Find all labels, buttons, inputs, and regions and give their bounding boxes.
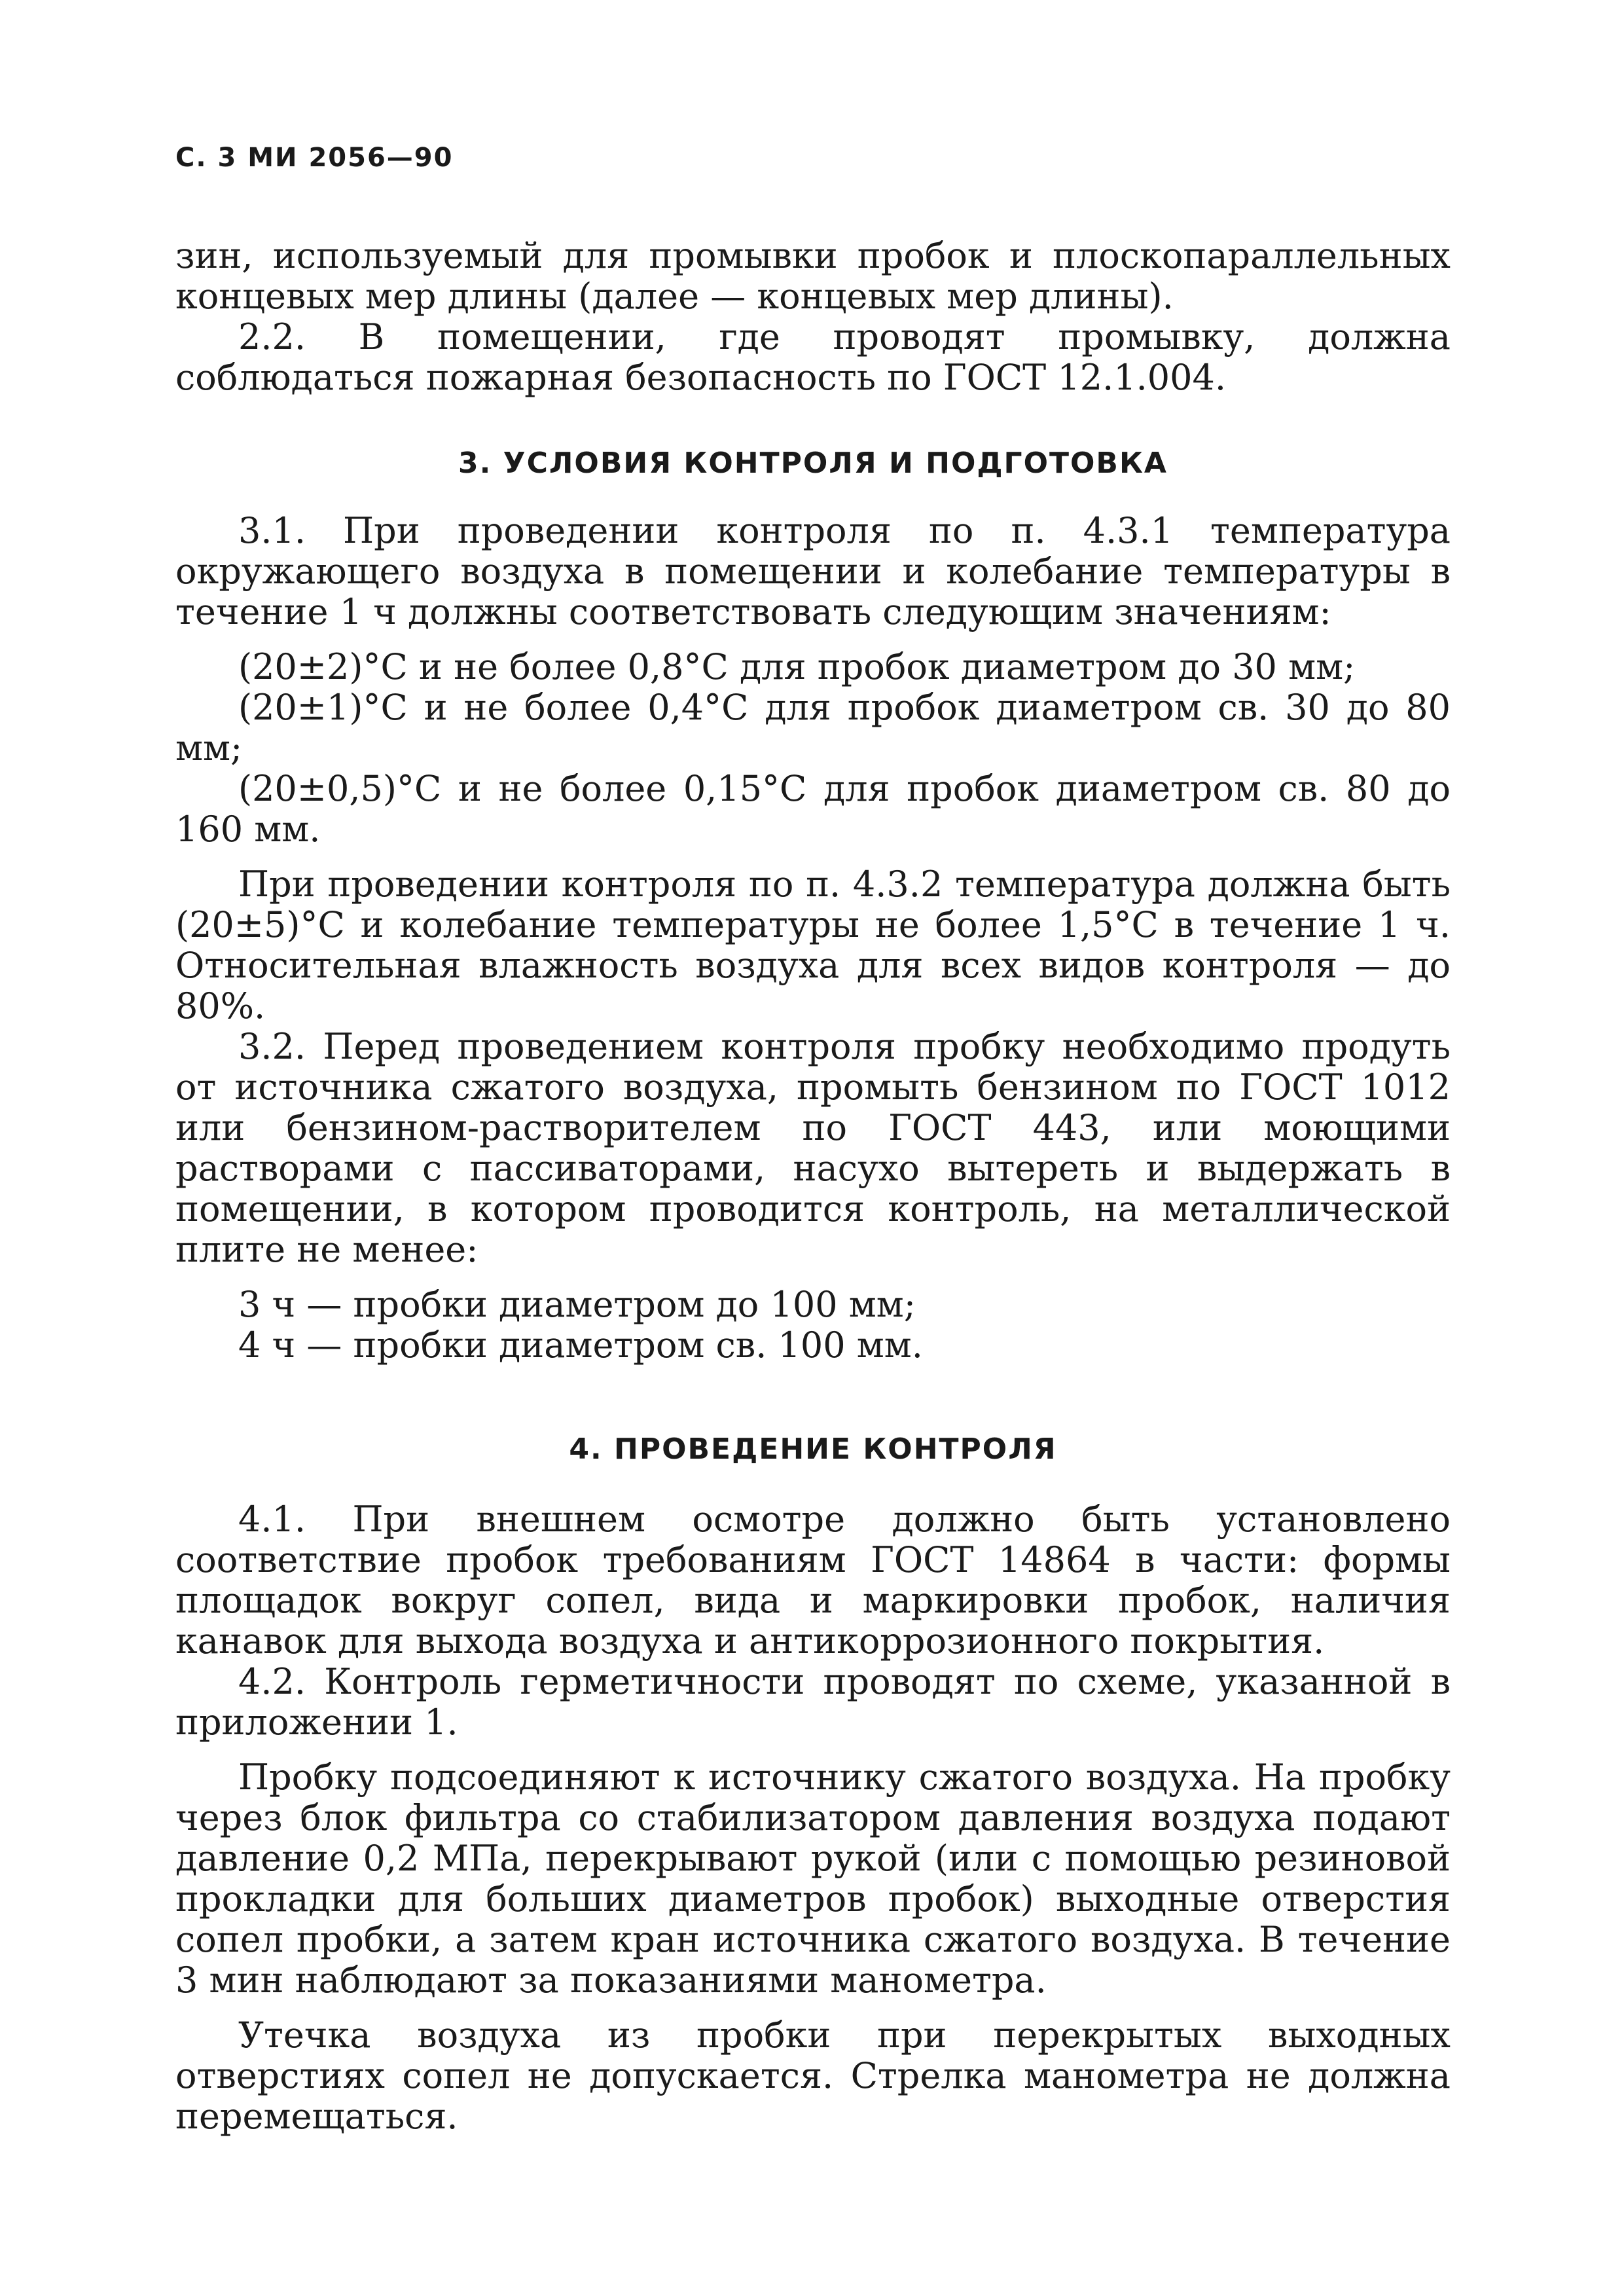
condition-1: (20±2)°С и не более 0,8°С для пробок диаметром до 30 мм; bbox=[238, 646, 1356, 687]
paragraph-leak: Утечка воздуха из пробки при перекрытых выходных отверстиях сопел не допускается. Стрелка манометра не должна перемещаться. bbox=[175, 2014, 1451, 2137]
condition-2: (20±1)°С и не более 0,4°С для пробок диаметром св. 30 до 80 мм; bbox=[175, 687, 1451, 769]
paragraph-continuation: зин, используемый для промывки пробок и плоскопараллельных концевых мер длины (далее — концевых мер длины). bbox=[175, 235, 1451, 317]
duration-item-1: 3 ч — пробки диаметром до 100 мм; bbox=[238, 1284, 916, 1325]
section-4-heading: 4. ПРОВЕДЕНИЕ КОНТРОЛЯ bbox=[569, 1432, 1057, 1466]
paragraph-2-2: 2.2. В помещении, где проводят промывку, должна соблюдаться пожарная безопасность по ГОСТ 12.1.004. bbox=[175, 316, 1451, 398]
paragraph-humidity: При проведении контроля по п. 4.3.2 температура должна быть (20±5)°С и колебание температуры не более 1,5°С в течение 1 ч. Относительная влажность воздуха для всех видов контроля — до 80%. bbox=[175, 864, 1451, 1027]
page-header: С. 3 МИ 2056—90 bbox=[175, 143, 454, 173]
paragraph-3-2: 3.2. Перед проведением контроля пробку необходимо продуть от источника сжатого воздуха, промыть бензином по ГОСТ 1012 или бензином-растворителем по ГОСТ 443, или моющими растворами с пассиваторами, насухо вытереть и выдержать в помещении, в котором проводится контроль, на металлической плите не менее: bbox=[175, 1026, 1451, 1270]
paragraph-procedure: Пробку подсоединяют к источнику сжатого воздуха. На пробку через блок фильтра со стабилизатором давления воздуха подают давление 0,2 МПа, перекрывают рукой (или с помощью резиновой прокладки для больших диаметров пробок) выходные отверстия сопел пробки, а затем кран источника сжатого воздуха. В течение 3 мин наблюдают за показаниями манометра. bbox=[175, 1757, 1451, 2001]
intro-block bbox=[175, 236, 1451, 398]
condition-3: (20±0,5)°С и не более 0,15°С для пробок диаметром св. 80 до 160 мм. bbox=[175, 768, 1451, 850]
paragraph-4-2: 4.2. Контроль герметичности проводят по схеме, указанной в приложении 1. bbox=[175, 1661, 1451, 1743]
duration-item-2: 4 ч — пробки диаметром св. 100 мм. bbox=[238, 1324, 923, 1366]
paragraph-3-1: 3.1. При проведении контроля по п. 4.3.1 температура окружающего воздуха в помещении и колебание температуры в течение 1 ч должны соответствовать следующим значениям: bbox=[175, 510, 1451, 632]
section-3-heading: 3. УСЛОВИЯ КОНТРОЛЯ И ПОДГОТОВКА bbox=[458, 446, 1168, 480]
section-4-body bbox=[175, 1499, 1451, 2137]
paragraph-4-1: 4.1. При внешнем осмотре должно быть установлено соответствие пробок требованиям ГОСТ 14864 в части: формы площадок вокруг сопел, вида и маркировки пробок, наличия канавок для выхода воздуха и антикоррозионного покрытия. bbox=[175, 1499, 1451, 1662]
section-3-body bbox=[175, 511, 1451, 1366]
